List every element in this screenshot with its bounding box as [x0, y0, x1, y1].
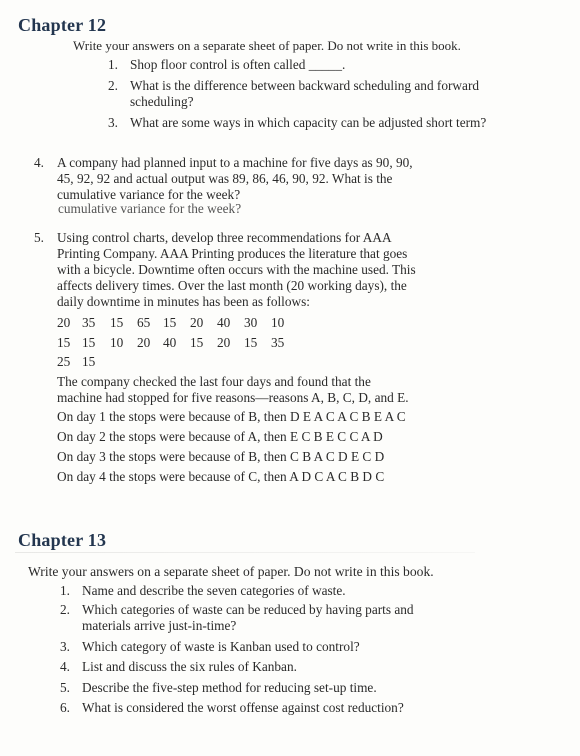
ch12-item-2-text-line-1: What is the difference between backward scheduling and forward — [130, 78, 480, 93]
ch13-item-5-number: 5. — [60, 680, 70, 695]
downtime-value: 30 — [244, 315, 258, 330]
ch13-item-1-number: 1. — [60, 583, 70, 598]
ch13-item-4-number: 4. — [60, 659, 70, 674]
downtime-value: 15 — [244, 335, 258, 350]
downtime-value: 20 — [190, 315, 204, 330]
ch12-item-2-text-line-2: scheduling? — [130, 94, 194, 109]
section-divider — [15, 552, 475, 553]
downtime-value: 15 — [163, 315, 177, 330]
downtime-value: 35 — [82, 315, 96, 330]
day-4-stops: On day 4 the stops were because of C, then A D C A C B D C — [57, 469, 385, 484]
downtime-value: 20 — [217, 335, 231, 350]
downtime-value: 15 — [82, 354, 96, 369]
ch13-item-2-text-line-2: materials arrive just-in-time? — [82, 618, 237, 633]
downtime-value: 15 — [190, 335, 204, 350]
ch13-item-2-text-line-1: Which categories of waste can be reduced by having parts and — [82, 602, 414, 617]
question-4-line-3: cumulative variance for the week? — [57, 187, 241, 202]
ch13-item-2-number: 2. — [60, 602, 70, 617]
question-5-line-5: daily downtime in minutes has been as follows: — [57, 294, 310, 309]
downtime-value: 25 — [57, 354, 71, 369]
downtime-value: 35 — [271, 335, 285, 350]
page-break-cut-text: cumulative variance for the week? — [58, 201, 242, 216]
downtime-value: 65 — [137, 315, 151, 330]
downtime-value: 15 — [110, 315, 124, 330]
day-2-stops: On day 2 the stops were because of A, then E C B E C C A D — [57, 429, 383, 444]
question-5-after-line-2: machine had stopped for five reasons—reasons A, B, C, D, and E. — [57, 390, 409, 405]
ch13-item-6-number: 6. — [60, 700, 70, 715]
question-4-line-1: A company had planned input to a machine for five days as 90, 90, — [57, 155, 413, 170]
chapter-13-heading: Chapter 13 — [18, 530, 107, 550]
ch12-item-3-number: 3. — [108, 115, 118, 130]
downtime-value: 10 — [110, 335, 124, 350]
chapter-13-instructions: Write your answers on a separate sheet of paper. Do not write in this book. — [28, 564, 434, 579]
ch12-item-3-text: What are some ways in which capacity can be adjusted short term? — [130, 115, 487, 130]
day-3-stops: On day 3 the stops were because of B, then C B A C D E C D — [57, 449, 385, 464]
question-5-number: 5. — [34, 230, 44, 245]
downtime-value: 15 — [57, 335, 71, 350]
downtime-value: 40 — [163, 335, 177, 350]
ch13-item-1-text: Name and describe the seven categories of waste. — [82, 583, 346, 598]
downtime-value: 40 — [217, 315, 231, 330]
ch13-item-3-text: Which category of waste is Kanban used to control? — [82, 639, 360, 654]
ch13-item-4-text: List and discuss the six rules of Kanban. — [82, 659, 297, 674]
downtime-value: 20 — [57, 315, 71, 330]
ch13-item-6-text: What is considered the worst offense against cost reduction? — [82, 700, 404, 715]
question-4-line-2: 45, 92, 92 and actual output was 89, 86, 46, 90, 92. What is the — [57, 171, 393, 186]
ch12-item-1-number: 1. — [108, 57, 118, 72]
ch12-item-2-number: 2. — [108, 78, 118, 93]
chapter-12-heading: Chapter 12 — [18, 15, 107, 35]
day-1-stops: On day 1 the stops were because of B, then D E A C A C B E A C — [57, 409, 406, 424]
question-4-number: 4. — [34, 155, 44, 170]
question-5-line-1: Using control charts, develop three recommendations for AAA — [57, 230, 392, 245]
downtime-value: 20 — [137, 335, 151, 350]
downtime-value: 15 — [82, 335, 96, 350]
question-5-after-line-1: The company checked the last four days and found that the — [57, 374, 371, 389]
chapter-12-instructions: Write your answers on a separate sheet of paper. Do not write in this book. — [73, 38, 461, 53]
question-5-line-2: Printing Company. AAA Printing produces the literature that goes — [57, 246, 408, 261]
ch12-item-1-text: Shop floor control is often called _____. — [130, 57, 346, 72]
downtime-value: 10 — [271, 315, 285, 330]
question-5-line-3: with a bicycle. Downtime often occurs with the machine used. This — [57, 262, 416, 277]
ch13-item-3-number: 3. — [60, 639, 70, 654]
ch13-item-5-text: Describe the five-step method for reducing set-up time. — [82, 680, 377, 695]
question-5-line-4: affects delivery times. Over the last month (20 working days), the — [57, 278, 407, 293]
